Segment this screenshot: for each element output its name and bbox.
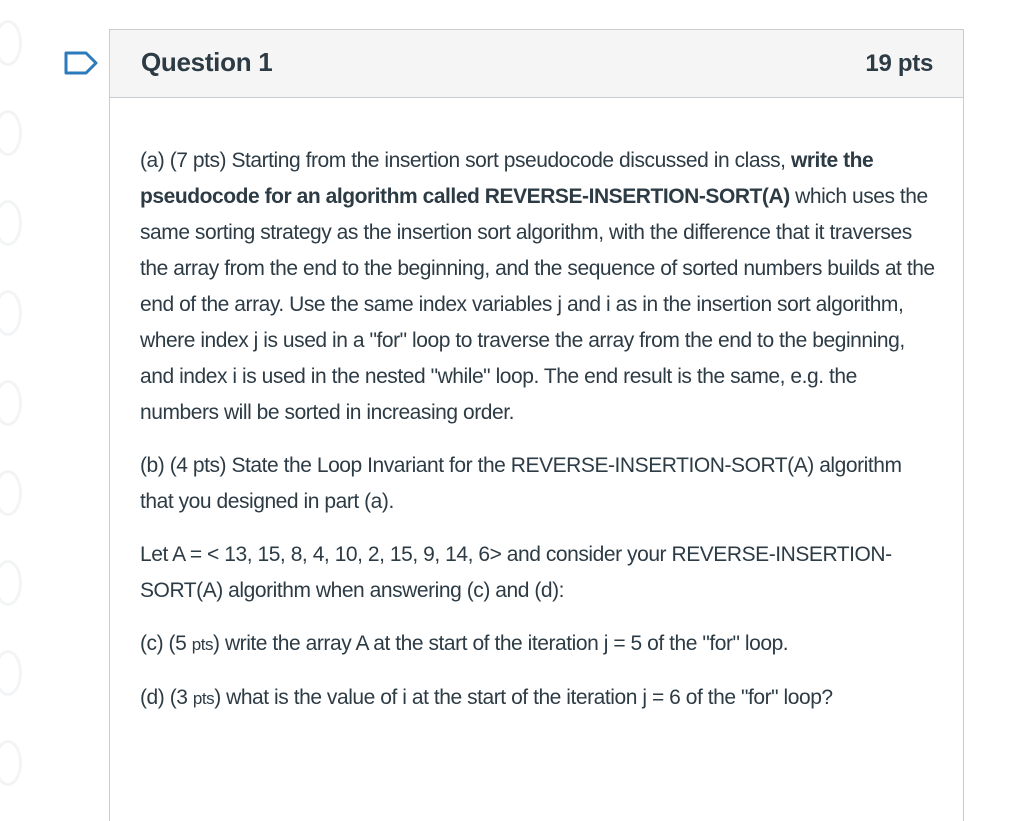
rail-wave xyxy=(0,20,22,66)
question-card xyxy=(109,29,964,821)
part-c-prefix: (c) (5 xyxy=(140,632,192,655)
rail-wave xyxy=(0,740,22,786)
part-d-prefix: (d) (3 xyxy=(140,686,193,709)
rail-wave xyxy=(0,200,22,246)
part-a xyxy=(140,143,940,431)
rail-wave xyxy=(0,380,22,426)
rail-wave xyxy=(0,470,22,516)
part-a-text-2: which uses the same sorting strategy as the insertion sort algorithm, with the difference that it traverses the array from the end to the beginning, and the sequence of sorted numbers builds at the end of the array. Use the same index variables j and i as in the insertion sort algorithm, where index j is used in a "for" loop to traverse the array from the end to the beginning, and index i is used in the nested "while" loop. The end result is the same, e.g. the numbers will be sorted in increasing order. xyxy=(140,185,935,424)
part-c xyxy=(140,626,940,663)
rail-wave xyxy=(0,290,22,336)
part-c-pts: pts xyxy=(191,635,214,654)
rail-wave xyxy=(0,650,22,696)
part-a-text-1: (a) (7 pts) Starting from the insertion sort pseudocode discussed in class, xyxy=(140,149,791,172)
question-points: 19 pts xyxy=(865,50,933,77)
part-d-suffix: ) what is the value of i at the start of the iteration j = 6 of the "for" loop? xyxy=(214,686,833,709)
part-c-suffix: ) write the array A at the start of the iteration j = 5 of the "for" loop. xyxy=(213,632,789,655)
flag-question-icon[interactable] xyxy=(60,51,100,75)
part-d xyxy=(140,680,940,717)
rail-wave xyxy=(0,560,22,606)
left-decorative-rail xyxy=(0,0,34,821)
question-title: Question 1 xyxy=(141,47,273,77)
part-b: (b) (4 pts) State the Loop Invariant for the REVERSE-INSERTION-SORT(A) algorithm that you designed in part (a). xyxy=(140,454,902,513)
part-a-bold-text: write the pseudocode for an algorithm called REVERSE-INSERTION-SORT(A) xyxy=(140,149,874,208)
question-header xyxy=(110,30,963,98)
array-definition: Let A = < 13, 15, 8, 4, 10, 2, 15, 9, 14, 6> and consider your REVERSE-INSERTION-SORT(A) algorithm when answering (c) and (d): xyxy=(140,543,892,602)
question-text xyxy=(140,143,940,734)
rail-wave xyxy=(0,110,22,156)
part-d-pts: pts xyxy=(192,689,215,708)
